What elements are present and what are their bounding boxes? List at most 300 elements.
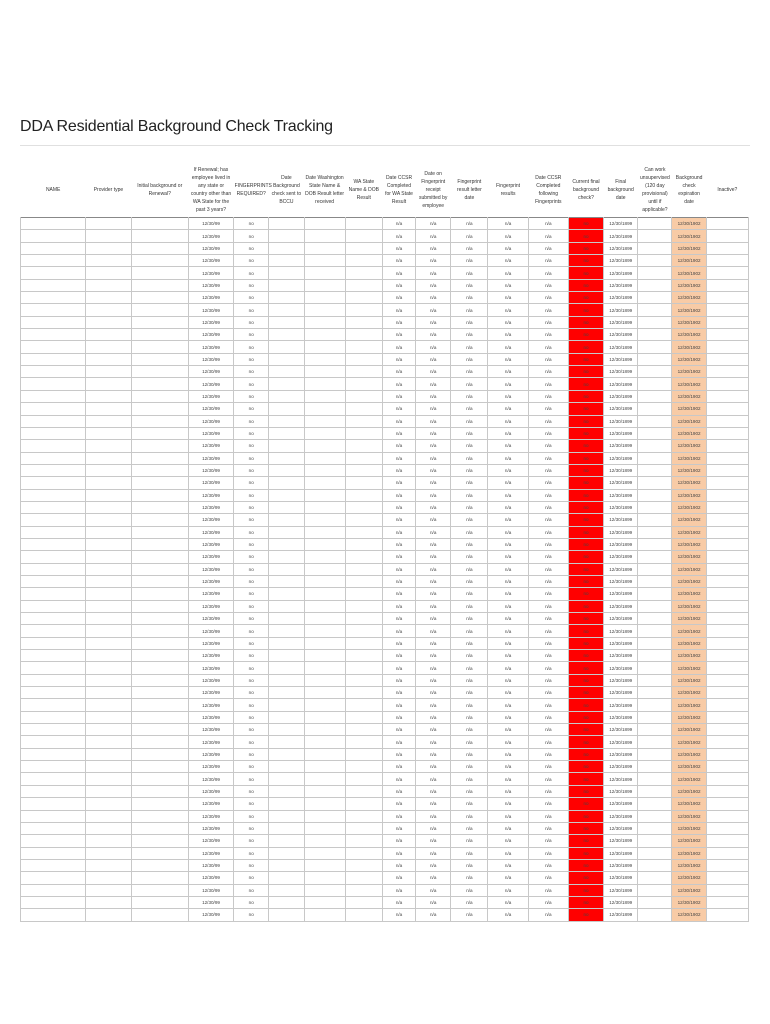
table-cell[interactable]	[304, 526, 345, 538]
table-cell[interactable]	[21, 699, 86, 711]
table-cell[interactable]: 12/30/1902	[672, 415, 706, 427]
table-cell[interactable]: no	[234, 674, 269, 686]
table-cell[interactable]: n/a	[382, 896, 415, 908]
table-cell[interactable]: n/a	[488, 909, 528, 921]
table-cell[interactable]: no	[234, 662, 269, 674]
table-cell[interactable]	[638, 551, 672, 563]
table-cell[interactable]	[638, 748, 672, 760]
table-cell[interactable]: no	[234, 279, 269, 291]
table-cell[interactable]	[706, 230, 748, 242]
table-cell[interactable]: 12/30/1902	[672, 378, 706, 390]
table-cell[interactable]: no	[234, 230, 269, 242]
table-cell[interactable]: n/a	[451, 650, 488, 662]
table-cell[interactable]: n/a	[528, 538, 568, 550]
table-cell[interactable]	[638, 538, 672, 550]
table-cell[interactable]	[21, 366, 86, 378]
table-cell[interactable]: 12/30/1899	[604, 909, 638, 921]
table-cell[interactable]: no	[234, 859, 269, 871]
table-cell[interactable]	[345, 810, 382, 822]
table-cell[interactable]	[269, 427, 304, 439]
table-cell[interactable]	[86, 859, 131, 871]
table-cell[interactable]	[131, 859, 188, 871]
table-cell[interactable]	[21, 464, 86, 476]
table-cell[interactable]: 12/30/1899	[604, 267, 638, 279]
table-cell[interactable]: 12/30/99	[188, 477, 233, 489]
table-cell[interactable]: no	[234, 514, 269, 526]
table-cell[interactable]	[345, 255, 382, 267]
table-cell[interactable]: n/a	[528, 909, 568, 921]
table-cell[interactable]: no	[234, 600, 269, 612]
table-cell[interactable]: 12/30/1902	[672, 501, 706, 513]
table-cell[interactable]: n/a	[451, 835, 488, 847]
table-cell[interactable]: no	[234, 378, 269, 390]
table-cell[interactable]	[86, 242, 131, 254]
table-cell[interactable]	[345, 736, 382, 748]
table-cell[interactable]: n/a	[382, 810, 415, 822]
table-cell[interactable]	[131, 501, 188, 513]
table-cell[interactable]	[21, 242, 86, 254]
table-cell[interactable]: n/a	[382, 304, 415, 316]
table-cell[interactable]: n/a	[416, 822, 451, 834]
table-cell[interactable]	[304, 415, 345, 427]
table-cell[interactable]: 12/30/99	[188, 687, 233, 699]
table-cell[interactable]	[269, 452, 304, 464]
table-cell[interactable]	[345, 785, 382, 797]
table-cell[interactable]: 12/30/99	[188, 847, 233, 859]
table-cell[interactable]: n/a	[451, 403, 488, 415]
table-cell[interactable]: n/a	[528, 785, 568, 797]
table-cell[interactable]	[269, 859, 304, 871]
table-cell[interactable]	[706, 329, 748, 341]
table-cell[interactable]	[86, 810, 131, 822]
table-cell[interactable]: 12/30/1902	[672, 440, 706, 452]
table-cell[interactable]	[21, 575, 86, 587]
table-cell[interactable]: n/a	[451, 909, 488, 921]
table-cell[interactable]: n/a	[382, 674, 415, 686]
table-cell[interactable]	[269, 292, 304, 304]
table-cell[interactable]: no	[568, 613, 603, 625]
table-cell[interactable]	[304, 575, 345, 587]
table-cell[interactable]: n/a	[451, 415, 488, 427]
table-cell[interactable]	[269, 600, 304, 612]
table-cell[interactable]: no	[234, 711, 269, 723]
table-cell[interactable]: 12/30/1902	[672, 896, 706, 908]
table-cell[interactable]: n/a	[488, 773, 528, 785]
table-cell[interactable]: n/a	[451, 316, 488, 328]
table-cell[interactable]: n/a	[416, 884, 451, 896]
table-cell[interactable]	[86, 662, 131, 674]
table-cell[interactable]	[269, 304, 304, 316]
table-cell[interactable]: n/a	[451, 353, 488, 365]
table-cell[interactable]: n/a	[416, 600, 451, 612]
table-cell[interactable]	[345, 613, 382, 625]
table-cell[interactable]	[304, 736, 345, 748]
table-cell[interactable]: n/a	[451, 538, 488, 550]
table-cell[interactable]: 12/30/1902	[672, 563, 706, 575]
table-cell[interactable]: n/a	[528, 329, 568, 341]
table-cell[interactable]: n/a	[528, 267, 568, 279]
table-cell[interactable]: n/a	[451, 588, 488, 600]
table-cell[interactable]: no	[568, 761, 603, 773]
table-cell[interactable]	[131, 761, 188, 773]
table-cell[interactable]	[706, 292, 748, 304]
table-cell[interactable]: 12/30/1899	[604, 625, 638, 637]
table-cell[interactable]	[86, 588, 131, 600]
table-cell[interactable]	[304, 551, 345, 563]
table-cell[interactable]: n/a	[451, 748, 488, 760]
table-cell[interactable]	[345, 366, 382, 378]
table-cell[interactable]: 12/30/1899	[604, 279, 638, 291]
table-cell[interactable]: n/a	[528, 761, 568, 773]
table-cell[interactable]	[638, 477, 672, 489]
table-cell[interactable]: 12/30/1902	[672, 835, 706, 847]
table-cell[interactable]: n/a	[416, 637, 451, 649]
table-cell[interactable]	[86, 699, 131, 711]
table-cell[interactable]: 12/30/99	[188, 230, 233, 242]
table-cell[interactable]: n/a	[416, 810, 451, 822]
table-cell[interactable]: 12/30/1902	[672, 551, 706, 563]
table-cell[interactable]	[706, 650, 748, 662]
table-cell[interactable]: n/a	[416, 662, 451, 674]
table-cell[interactable]	[638, 563, 672, 575]
table-cell[interactable]: n/a	[451, 711, 488, 723]
table-cell[interactable]: no	[568, 316, 603, 328]
table-cell[interactable]: n/a	[416, 748, 451, 760]
table-cell[interactable]: no	[234, 724, 269, 736]
table-cell[interactable]	[304, 279, 345, 291]
table-cell[interactable]	[86, 563, 131, 575]
table-cell[interactable]	[86, 427, 131, 439]
table-cell[interactable]	[269, 909, 304, 921]
table-cell[interactable]: no	[568, 230, 603, 242]
table-cell[interactable]	[131, 255, 188, 267]
table-cell[interactable]	[131, 242, 188, 254]
table-cell[interactable]	[131, 625, 188, 637]
table-cell[interactable]: n/a	[382, 835, 415, 847]
table-cell[interactable]: no	[234, 218, 269, 230]
table-cell[interactable]: 12/30/99	[188, 699, 233, 711]
table-cell[interactable]	[86, 366, 131, 378]
table-cell[interactable]	[345, 415, 382, 427]
table-cell[interactable]: n/a	[488, 835, 528, 847]
table-cell[interactable]: n/a	[416, 464, 451, 476]
table-cell[interactable]: n/a	[451, 279, 488, 291]
table-cell[interactable]: 12/30/1899	[604, 773, 638, 785]
table-cell[interactable]	[131, 452, 188, 464]
table-cell[interactable]: no	[568, 464, 603, 476]
table-cell[interactable]: n/a	[451, 600, 488, 612]
table-cell[interactable]	[706, 785, 748, 797]
table-cell[interactable]	[131, 316, 188, 328]
table-cell[interactable]: n/a	[451, 452, 488, 464]
table-cell[interactable]: 12/30/1902	[672, 292, 706, 304]
table-cell[interactable]: 12/30/1902	[672, 353, 706, 365]
table-cell[interactable]	[269, 835, 304, 847]
table-cell[interactable]: no	[234, 415, 269, 427]
table-cell[interactable]: n/a	[416, 650, 451, 662]
table-cell[interactable]: no	[234, 835, 269, 847]
table-cell[interactable]: n/a	[528, 341, 568, 353]
table-cell[interactable]: n/a	[528, 366, 568, 378]
table-cell[interactable]	[131, 353, 188, 365]
table-cell[interactable]	[131, 218, 188, 230]
table-cell[interactable]: 12/30/1902	[672, 625, 706, 637]
table-cell[interactable]: n/a	[488, 452, 528, 464]
table-cell[interactable]: no	[234, 403, 269, 415]
table-cell[interactable]	[638, 600, 672, 612]
table-cell[interactable]: 12/30/1899	[604, 378, 638, 390]
table-cell[interactable]	[131, 230, 188, 242]
table-cell[interactable]: 12/30/99	[188, 859, 233, 871]
table-cell[interactable]: n/a	[416, 872, 451, 884]
table-cell[interactable]	[304, 822, 345, 834]
table-cell[interactable]	[269, 464, 304, 476]
table-cell[interactable]	[706, 711, 748, 723]
table-cell[interactable]: 12/30/1902	[672, 329, 706, 341]
table-cell[interactable]	[269, 872, 304, 884]
table-cell[interactable]: no	[568, 279, 603, 291]
table-cell[interactable]: n/a	[528, 477, 568, 489]
table-cell[interactable]	[345, 847, 382, 859]
table-cell[interactable]: n/a	[528, 415, 568, 427]
table-cell[interactable]: 12/30/1902	[672, 674, 706, 686]
table-cell[interactable]	[706, 366, 748, 378]
table-cell[interactable]: n/a	[416, 279, 451, 291]
table-cell[interactable]: n/a	[416, 588, 451, 600]
table-cell[interactable]: 12/30/1899	[604, 785, 638, 797]
table-cell[interactable]: 12/30/99	[188, 329, 233, 341]
table-cell[interactable]: n/a	[488, 687, 528, 699]
table-cell[interactable]: no	[568, 600, 603, 612]
table-cell[interactable]: n/a	[488, 501, 528, 513]
table-cell[interactable]	[304, 477, 345, 489]
table-cell[interactable]: no	[568, 477, 603, 489]
table-cell[interactable]: 12/30/1899	[604, 329, 638, 341]
table-cell[interactable]	[86, 711, 131, 723]
table-cell[interactable]: no	[568, 773, 603, 785]
table-cell[interactable]: n/a	[382, 761, 415, 773]
table-cell[interactable]	[304, 341, 345, 353]
table-cell[interactable]	[345, 798, 382, 810]
table-cell[interactable]: 12/30/99	[188, 415, 233, 427]
table-cell[interactable]: 12/30/1899	[604, 884, 638, 896]
table-cell[interactable]: n/a	[488, 650, 528, 662]
table-cell[interactable]: n/a	[528, 822, 568, 834]
table-cell[interactable]: n/a	[382, 563, 415, 575]
table-cell[interactable]	[131, 279, 188, 291]
table-cell[interactable]	[21, 477, 86, 489]
table-cell[interactable]: n/a	[416, 538, 451, 550]
table-cell[interactable]	[131, 341, 188, 353]
table-cell[interactable]	[21, 748, 86, 760]
table-cell[interactable]: n/a	[416, 353, 451, 365]
table-cell[interactable]: n/a	[416, 551, 451, 563]
table-cell[interactable]	[269, 267, 304, 279]
table-cell[interactable]: no	[234, 267, 269, 279]
table-cell[interactable]	[131, 575, 188, 587]
table-cell[interactable]: 12/30/1899	[604, 242, 638, 254]
table-cell[interactable]: no	[568, 366, 603, 378]
table-cell[interactable]	[706, 699, 748, 711]
table-cell[interactable]: 12/30/99	[188, 440, 233, 452]
table-cell[interactable]: n/a	[528, 798, 568, 810]
table-cell[interactable]: no	[568, 242, 603, 254]
table-cell[interactable]: no	[568, 353, 603, 365]
table-cell[interactable]: n/a	[451, 785, 488, 797]
table-cell[interactable]: 12/30/1899	[604, 859, 638, 871]
table-cell[interactable]: no	[234, 810, 269, 822]
table-cell[interactable]	[304, 501, 345, 513]
table-cell[interactable]: 12/30/1902	[672, 575, 706, 587]
table-cell[interactable]	[706, 489, 748, 501]
table-cell[interactable]: no	[234, 872, 269, 884]
table-cell[interactable]	[304, 353, 345, 365]
table-cell[interactable]: 12/30/1902	[672, 736, 706, 748]
table-cell[interactable]	[304, 613, 345, 625]
table-cell[interactable]	[269, 378, 304, 390]
table-cell[interactable]: n/a	[488, 674, 528, 686]
table-cell[interactable]	[706, 501, 748, 513]
table-cell[interactable]: 12/30/1902	[672, 748, 706, 760]
table-cell[interactable]: n/a	[451, 773, 488, 785]
table-cell[interactable]	[706, 896, 748, 908]
table-cell[interactable]: n/a	[382, 464, 415, 476]
table-cell[interactable]: n/a	[382, 403, 415, 415]
table-cell[interactable]	[638, 761, 672, 773]
table-cell[interactable]	[131, 440, 188, 452]
table-cell[interactable]: no	[568, 699, 603, 711]
table-cell[interactable]: no	[234, 613, 269, 625]
table-cell[interactable]: n/a	[416, 242, 451, 254]
table-cell[interactable]	[21, 785, 86, 797]
table-cell[interactable]	[21, 884, 86, 896]
table-cell[interactable]	[21, 279, 86, 291]
table-cell[interactable]	[304, 538, 345, 550]
table-cell[interactable]: 12/30/1902	[672, 514, 706, 526]
table-cell[interactable]	[638, 230, 672, 242]
table-cell[interactable]	[86, 847, 131, 859]
table-cell[interactable]	[706, 798, 748, 810]
table-cell[interactable]	[638, 896, 672, 908]
table-cell[interactable]: no	[568, 427, 603, 439]
table-cell[interactable]: 12/30/1902	[672, 452, 706, 464]
table-cell[interactable]: n/a	[382, 588, 415, 600]
table-cell[interactable]	[86, 798, 131, 810]
table-cell[interactable]	[86, 279, 131, 291]
table-cell[interactable]: 12/30/1902	[672, 230, 706, 242]
table-cell[interactable]	[131, 896, 188, 908]
table-cell[interactable]: n/a	[451, 489, 488, 501]
table-cell[interactable]: n/a	[382, 329, 415, 341]
table-cell[interactable]: no	[568, 341, 603, 353]
table-cell[interactable]: no	[568, 662, 603, 674]
table-cell[interactable]: 12/30/1902	[672, 761, 706, 773]
table-cell[interactable]	[131, 748, 188, 760]
table-cell[interactable]	[269, 279, 304, 291]
table-cell[interactable]	[269, 662, 304, 674]
table-cell[interactable]: n/a	[382, 242, 415, 254]
table-cell[interactable]: n/a	[488, 489, 528, 501]
table-cell[interactable]: n/a	[382, 378, 415, 390]
table-cell[interactable]: n/a	[488, 390, 528, 402]
table-cell[interactable]	[131, 551, 188, 563]
table-cell[interactable]: n/a	[382, 353, 415, 365]
table-cell[interactable]: n/a	[488, 514, 528, 526]
table-cell[interactable]: no	[568, 847, 603, 859]
table-cell[interactable]: no	[234, 255, 269, 267]
table-cell[interactable]	[269, 366, 304, 378]
table-cell[interactable]	[706, 390, 748, 402]
table-cell[interactable]: n/a	[416, 366, 451, 378]
table-cell[interactable]: no	[568, 736, 603, 748]
table-cell[interactable]: n/a	[488, 477, 528, 489]
table-cell[interactable]	[345, 279, 382, 291]
table-cell[interactable]	[269, 699, 304, 711]
table-cell[interactable]	[706, 242, 748, 254]
table-cell[interactable]	[21, 847, 86, 859]
table-cell[interactable]: n/a	[382, 489, 415, 501]
table-cell[interactable]: 12/30/99	[188, 736, 233, 748]
table-cell[interactable]	[638, 884, 672, 896]
table-cell[interactable]: n/a	[488, 699, 528, 711]
table-cell[interactable]: no	[568, 526, 603, 538]
table-cell[interactable]: n/a	[451, 255, 488, 267]
table-cell[interactable]: n/a	[382, 267, 415, 279]
table-cell[interactable]: no	[234, 427, 269, 439]
table-cell[interactable]	[638, 650, 672, 662]
table-cell[interactable]	[269, 785, 304, 797]
table-cell[interactable]: n/a	[528, 650, 568, 662]
table-cell[interactable]	[638, 613, 672, 625]
table-cell[interactable]: n/a	[488, 859, 528, 871]
table-cell[interactable]	[638, 403, 672, 415]
table-cell[interactable]: n/a	[416, 526, 451, 538]
table-cell[interactable]	[269, 477, 304, 489]
table-cell[interactable]: no	[568, 304, 603, 316]
table-cell[interactable]	[131, 390, 188, 402]
table-cell[interactable]: n/a	[451, 575, 488, 587]
table-cell[interactable]	[131, 773, 188, 785]
table-cell[interactable]: n/a	[416, 218, 451, 230]
table-cell[interactable]: n/a	[528, 526, 568, 538]
table-cell[interactable]	[21, 674, 86, 686]
table-cell[interactable]	[638, 464, 672, 476]
table-cell[interactable]: 12/30/1902	[672, 390, 706, 402]
table-cell[interactable]	[706, 822, 748, 834]
table-cell[interactable]: n/a	[416, 316, 451, 328]
table-cell[interactable]: n/a	[488, 575, 528, 587]
table-cell[interactable]	[21, 341, 86, 353]
table-cell[interactable]	[86, 230, 131, 242]
table-cell[interactable]: 12/30/99	[188, 613, 233, 625]
table-cell[interactable]	[269, 773, 304, 785]
table-cell[interactable]: n/a	[528, 872, 568, 884]
table-cell[interactable]	[269, 798, 304, 810]
table-cell[interactable]	[345, 538, 382, 550]
table-cell[interactable]: no	[234, 822, 269, 834]
table-cell[interactable]: 12/30/99	[188, 403, 233, 415]
table-cell[interactable]: 12/30/1899	[604, 687, 638, 699]
table-cell[interactable]: n/a	[528, 884, 568, 896]
table-cell[interactable]: n/a	[528, 563, 568, 575]
table-cell[interactable]	[706, 835, 748, 847]
table-cell[interactable]	[86, 267, 131, 279]
table-cell[interactable]: 12/30/99	[188, 353, 233, 365]
table-cell[interactable]: n/a	[528, 255, 568, 267]
table-cell[interactable]: 12/30/1902	[672, 785, 706, 797]
table-cell[interactable]	[131, 427, 188, 439]
table-cell[interactable]	[269, 329, 304, 341]
